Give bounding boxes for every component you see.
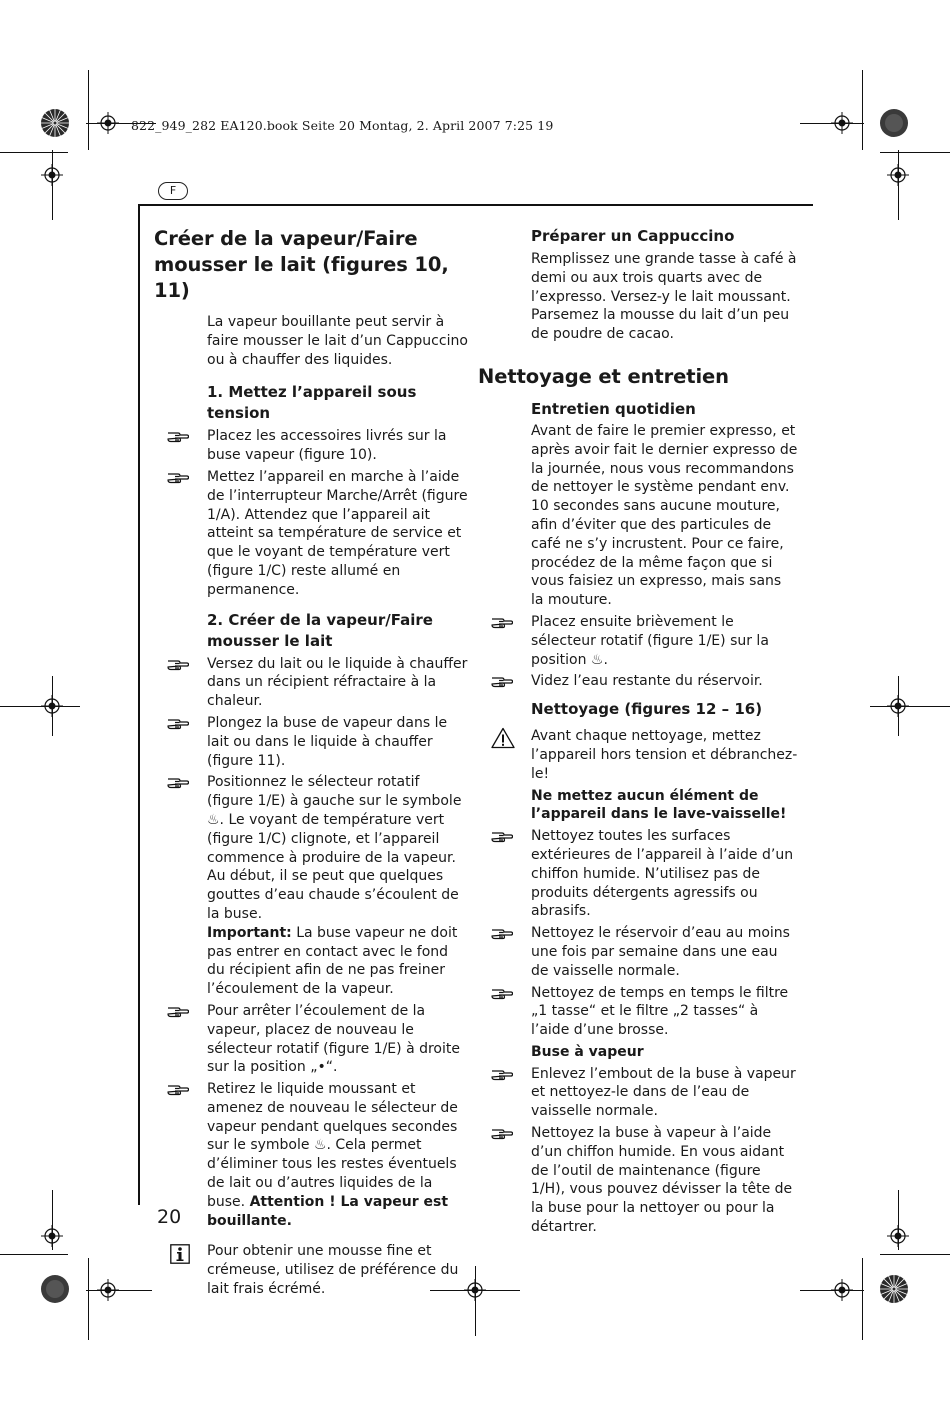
- list-item: [478, 672, 798, 691]
- pointing-hand-icon: [491, 926, 513, 940]
- list-item-body: Positionnez le sélecteur rotatif (figure 1/E) à gauche sur le symbole ♨. Le voyant de température vert (figure 1/C) clignote, et l’appareil commence à produire de la vapeur. Au début, il se peut que quelques gouttes d’eau chaude s’écoulent de la buse.: [207, 774, 462, 922]
- color-target-icon: [40, 108, 70, 138]
- list-item: [154, 468, 469, 600]
- list-item: [154, 427, 469, 465]
- color-target-icon: [879, 108, 909, 138]
- registration-crosshair-icon: [41, 1225, 63, 1247]
- list-item: [478, 984, 798, 1040]
- list-item-text: Nettoyez la buse à vapeur à l’aide d’un chiffon humide. En vous aidant de l’outil de maintenance (figure 1/H), vous pouvez dévisser la tête de la buse pour la nettoyer ou pour la détartrer.: [531, 1125, 793, 1236]
- step1-heading: 1. Mettez l’appareil sous tension: [207, 383, 417, 423]
- pointing-hand-icon: [167, 775, 189, 789]
- cappuccino-text: Remplissez une grande tasse à café à demi ou aux trois quarts avec de l’expresso. Versez-y le lait moussant. Parsemez la mousse du lait d’un peu de poudre de cacao.: [531, 251, 797, 343]
- list-item-text: Nettoyez de temps en temps le filtre „1 tasse“ et le filtre „2 tasses“ à l’aide d’une brosse.: [531, 984, 789, 1039]
- color-target-icon: [40, 1274, 70, 1304]
- cappuccino-heading: Préparer un Cappuccino: [531, 227, 735, 245]
- list-item: [478, 1065, 798, 1121]
- right-column: [478, 226, 798, 1237]
- warning-block: [478, 727, 798, 824]
- registration-crosshair-icon: [97, 1279, 119, 1301]
- list-item-text: [207, 773, 469, 999]
- pointing-hand-icon: [491, 1126, 513, 1140]
- pointing-hand-icon: [491, 1067, 513, 1081]
- list-item: [154, 1002, 469, 1077]
- pointing-hand-icon: [491, 986, 513, 1000]
- info-icon: [170, 1244, 190, 1264]
- info-note-text: Pour obtenir une mousse fine et crémeuse, utilisez de préférence du lait frais écrémé.: [207, 1243, 459, 1298]
- list-item: [154, 1080, 469, 1230]
- important-label: Important:: [207, 924, 292, 941]
- pointing-hand-icon: [491, 674, 513, 688]
- list-item: [478, 613, 798, 669]
- list-item-text: Nettoyez le réservoir d’eau au moins une fois par semaine dans une eau de vaisselle normale.: [531, 925, 790, 979]
- info-note: [154, 1242, 469, 1298]
- registration-crosshair-icon: [887, 695, 909, 717]
- daily-text: Avant de faire le premier expresso, et après avoir fait le dernier expresso de la journée, nous vous recommandons de nettoyer le système pendant env. 10 secondes sans aucune mouture, afin d’éviter que des particules de café ne s’y incrustent. Pour ce faire, procédez de la même façon que si vous faisiez un expresso, mais sans la mouture.: [531, 422, 798, 609]
- list-item-text: Mettez l’appareil en marche à l’aide de l’interrupteur Marche/Arrêt (figure 1/A). Attendez que l’appareil ait atteint sa température de service et que le voyant de température vert (figure 1/C) reste allumé en permanence.: [207, 468, 468, 598]
- intro-text: La vapeur bouillante peut servir à faire mousser le lait d’un Cappuccino ou à chauffer des liquides.: [207, 314, 468, 368]
- list-item: [154, 773, 469, 999]
- registration-crosshair-icon: [831, 1279, 853, 1301]
- cleaning-heading: Nettoyage (figures 12 – 16): [531, 700, 763, 719]
- registration-crosshair-icon: [831, 112, 853, 134]
- daily-heading: Entretien quotidien: [531, 399, 696, 418]
- warning-triangle-icon: [491, 727, 515, 749]
- list-item-text: Versez du lait ou le liquide à chauffer dans un récipient réfractaire à la chaleur.: [207, 655, 468, 710]
- step2-heading: 2. Créer de la vapeur/Faire mousser le lait: [207, 610, 433, 650]
- pointing-hand-icon: [167, 470, 189, 484]
- list-item: [478, 924, 798, 980]
- frame-top-rule: [138, 204, 813, 206]
- list-item-text: Pour arrêter l’écoulement de la vapeur, placez de nouveau le sélecteur rotatif (figure 1/E) à droite sur la position „•“.: [207, 1002, 460, 1076]
- list-item-text: Placez ensuite brièvement le sélecteur rotatif (figure 1/E) sur la position ♨.: [531, 613, 769, 668]
- section-title: Créer de la vapeur/Faire mousser le lait (figures 10, 11): [154, 227, 449, 302]
- list-item-text: Videz l’eau restante du réservoir.: [531, 673, 763, 690]
- frame-left-rule: [138, 204, 140, 1205]
- language-badge: F: [158, 182, 188, 200]
- list-item-text: Enlevez l’embout de la buse à vapeur et nettoyez-le dans de l’eau de vaisselle normale.: [531, 1065, 796, 1120]
- pointing-hand-icon: [167, 716, 189, 730]
- registration-crosshair-icon: [97, 112, 119, 134]
- pointing-hand-icon: [491, 615, 513, 629]
- nozzle-heading: Buse à vapeur: [531, 1043, 644, 1060]
- list-item-text: Nettoyez toutes les surfaces extérieures de l’appareil à l’aide d’un chiffon humide. N’utilisez pas de produits détergents agressifs ou abrasifs.: [531, 828, 794, 920]
- registration-crosshair-icon: [887, 164, 909, 186]
- print-header: 822_949_282 EA120.book Seite 20 Montag, 2. April 2007 7:25 19: [131, 118, 554, 133]
- pointing-hand-icon: [491, 829, 513, 843]
- pointing-hand-icon: [167, 657, 189, 671]
- registration-crosshair-icon: [41, 695, 63, 717]
- list-item-text: Placez les accessoires livrés sur la buse vapeur (figure 10).: [207, 428, 447, 464]
- list-item: [154, 714, 469, 770]
- important-text: La buse vapeur ne doit pas entrer en contact avec le fond du récipient afin de ne pas freiner l’écoulement de la vapeur.: [207, 924, 458, 998]
- warning-bold-text: Ne mettez aucun élément de l’appareil dans le lave-vaisselle!: [531, 787, 787, 823]
- list-item-body: Retirez le liquide moussant et amenez de nouveau le sélecteur de vapeur pendant quelques secondes sur le symbole ♨. Cela permet d’éliminer tous les restes éventuels de lait ou d’autres liquides de la buse.: [207, 1081, 458, 1210]
- left-column: [154, 226, 469, 1299]
- registration-crosshair-icon: [41, 164, 63, 186]
- registration-crosshair-icon: [887, 1225, 909, 1247]
- pointing-hand-icon: [167, 429, 189, 443]
- list-item: [154, 655, 469, 711]
- list-item: [478, 827, 798, 921]
- warning-text: Avant chaque nettoyage, mettez l’appareil hors tension et débranchez-le!: [531, 728, 798, 782]
- list-item: [478, 1124, 798, 1237]
- color-target-icon: [879, 1274, 909, 1304]
- section-title: Nettoyage et entretien: [478, 364, 729, 388]
- attention-text: Attention ! La vapeur est bouillante.: [207, 1193, 449, 1229]
- page-number: 20: [157, 1206, 182, 1228]
- pointing-hand-icon: [167, 1082, 189, 1096]
- list-item-text: [207, 1080, 469, 1230]
- list-item-text: Plongez la buse de vapeur dans le lait ou dans le liquide à chauffer (figure 11).: [207, 714, 448, 769]
- pointing-hand-icon: [167, 1004, 189, 1018]
